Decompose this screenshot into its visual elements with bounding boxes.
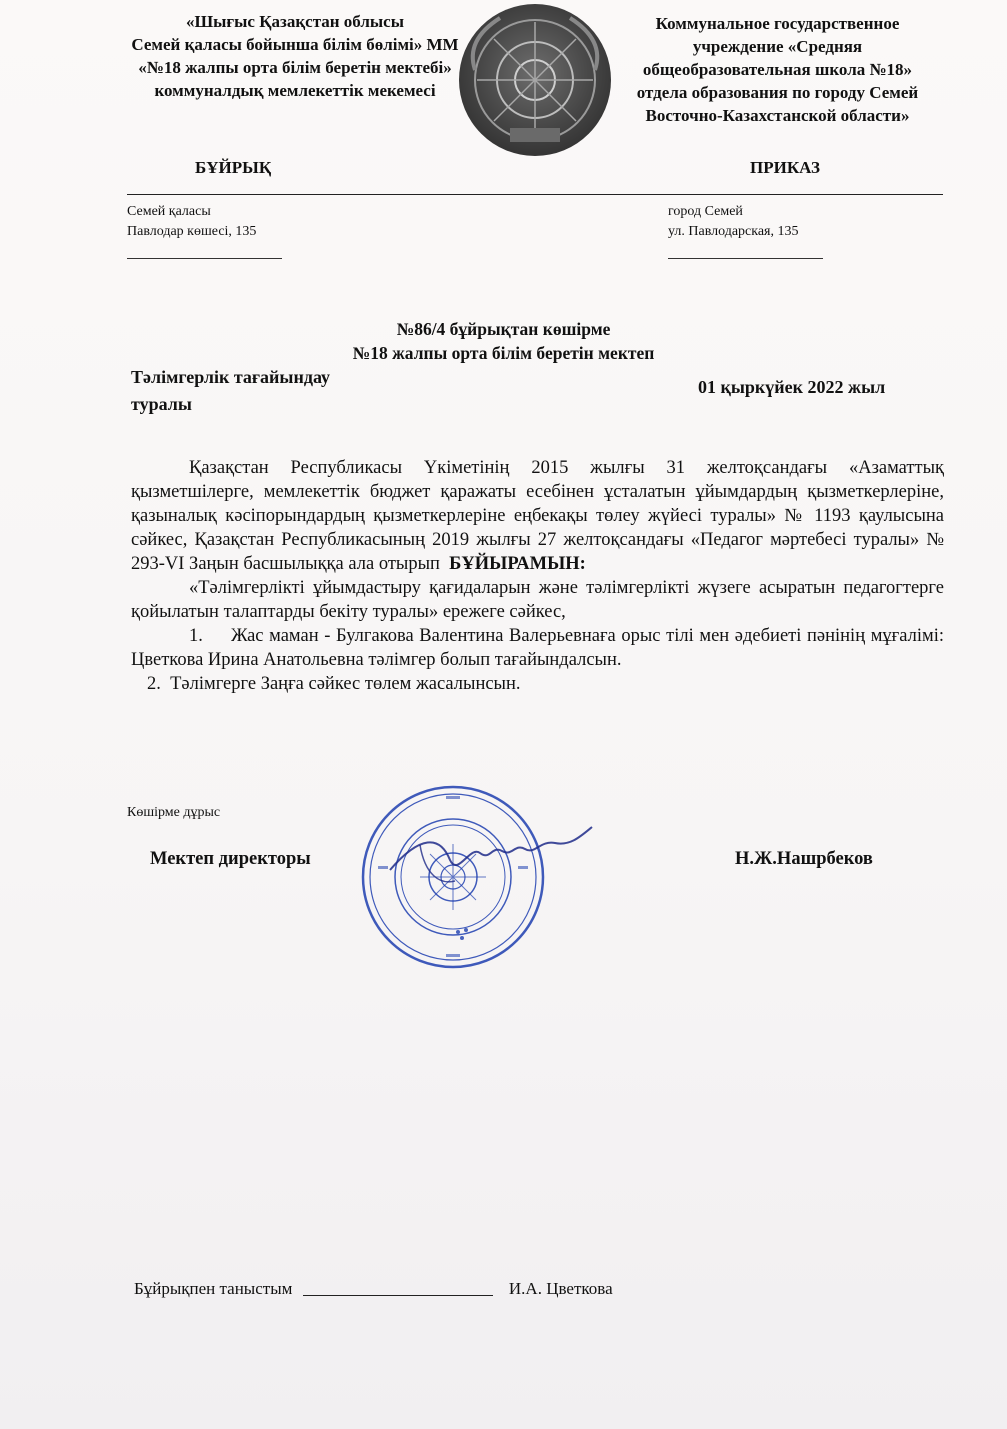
header-kz-line: «№18 жалпы орта білім беретін мектебі» [138,58,452,77]
header-kz-line: коммуналдық мемлекеттік мекемесі [154,81,436,100]
order-ru-label: ПРИКАЗ [750,158,820,177]
document-body [131,456,944,696]
subject-line: Тәлімгерлік тағайындау [131,367,331,387]
list-item [131,672,944,696]
order-kz-label: БҰЙРЫҚ [195,158,272,177]
list-item-number: 2. [147,674,161,694]
header-ru-line: Коммунальное государственное [655,14,900,33]
document-date: 01 қыркүйек 2022 жыл [698,377,886,397]
address-ru-underline [668,258,823,259]
document-subtitle: №18 жалпы орта білім беретін мектеп [352,343,655,363]
acquainted-label: Бұйрықпен таныстым [134,1279,293,1298]
command-text: БҰЙЫРАМЫН: [449,554,586,574]
header-ru-block [600,12,955,127]
director-name: Н.Ж.Нашрбеков [735,849,873,869]
copy-true-label: Көшірме дұрыс [127,805,221,820]
signature-icon [380,815,600,905]
header-ru-line: учреждение «Средняя [692,37,863,56]
header-ru-line: отдела образования по городу Семей [636,83,919,102]
document-title: №86/4 бұйрықтан көшірме [396,319,611,339]
list-item-text: Жас маман - Булгакова Валентина Валерьевнаға орыс тілі мен әдебиеті пәнінің мұғалімі: Цветкова Ирина Анатольевна тәлімгер болып тағайындалсын. [131,626,944,670]
header-divider [127,194,943,195]
address-kz-city: Семей қаласы [127,204,211,219]
acquainted-row [134,1279,613,1299]
body-paragraph: «Тәлімгерлікті ұйымдастыру қағидаларын және тәлімгерлікті жүзеге асыратын педагогтерге қойылатын талаптарды бекіту туралы» ережеге сәйкес, [131,578,944,622]
director-label: Мектеп директоры [150,849,311,869]
header-kz-line: «Шығыс Қазақстан облысы [185,12,405,31]
address-kz-street: Павлодар көшесі, 135 [127,224,257,239]
subject-line: туралы [131,394,192,414]
address-kz-underline [127,258,282,259]
list-item-text: Тәлімгерге Заңға сәйкес төлем жасалынсын. [170,674,521,694]
address-ru [668,202,799,242]
address-kz [127,202,256,242]
header-ru-line: общеобразовательная школа №18» [642,60,913,79]
list-item-number: 1. [189,626,203,646]
acquainted-name: И.А. Цветкова [508,1279,613,1298]
acquainted-signature-line [303,1295,493,1296]
kazakhstan-emblem-icon [455,0,615,160]
address-ru-street: ул. Павлодарская, 135 [668,224,799,239]
list-item [131,624,944,672]
header-kz-block [100,10,490,102]
body-paragraph [131,456,944,576]
address-ru-city: город Семей [668,204,743,219]
body-paragraph-text: Қазақстан Республикасы Үкіметінің 2015 жылғы 31 желтоқсандағы «Азаматтық қызметшілерге, мемлекеттік бюджет қаражаты есебінен ұсталатын ұйымдардың қызметкерлеріне, қазыналық кәсіпорындардың қызметкерлеріне еңбекақы төлеу жүйесі туралы» № 1193 қаулысына сәйкес, Қазақстан Республикасының 2019 жылғы 27 желтоқсандағы «Педагог мәртебесі туралы» № 293-VI Заңын басшылыққа ала отырып [131,458,944,574]
header-ru-line: Восточно-Казахстанской области» [645,106,910,125]
header-kz-line: Семей қаласы бойынша білім бөлімі» ММ [131,35,459,54]
